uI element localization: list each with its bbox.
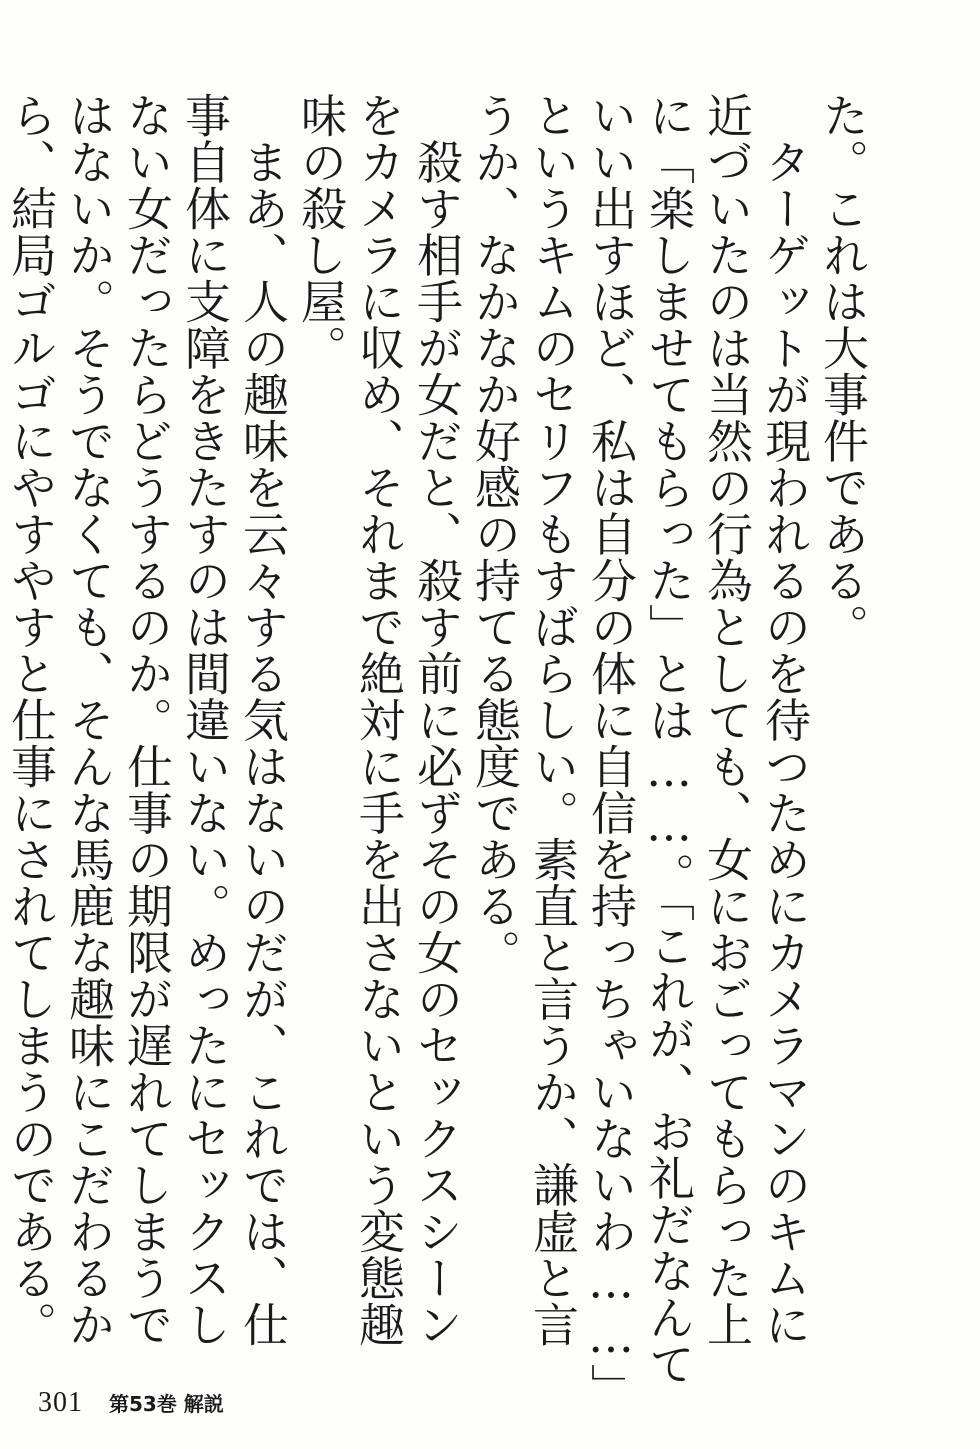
paragraph: た。これは大事件である。 (816, 92, 870, 650)
paragraph: ターゲットが現われるのを待つためにカメラマンのキムに近づいたのは当然の行為としても、女におごってもらった上に「楽しませてもらった」とは……。「これが、お礼だなんていい出すほど、私は自分の体に自信を持っちゃいないわ……」というキムのセリフもすばらしい。素直と言うか、謙虚と言うか、なかなか好感の持てる態度である。 (468, 92, 812, 1387)
vertical-text-body (4, 92, 872, 1392)
paragraph: まあ、人の趣味を云々する気はないのだが、これでは、仕事自体に支障をきたすのは間違いない。めったにセックスしない女だったらどうするのか。仕事の期限が遅れてしまうではないか。そうでなくても、そんな馬鹿な趣味にこだわるから、結局ゴルゴにやすやすと仕事にされてしまうのである。 (4, 92, 290, 1348)
running-head: 第53巻 解説 (109, 1392, 224, 1416)
paragraph: 殺す相手が女だと、殺す前に必ずその女のセックスシーンをカメラに収め、それまで絶対に手を出さないという変態趣味の殺し屋。 (294, 92, 464, 1348)
page-footer (38, 1387, 224, 1423)
page-number: 301 (38, 1387, 83, 1418)
